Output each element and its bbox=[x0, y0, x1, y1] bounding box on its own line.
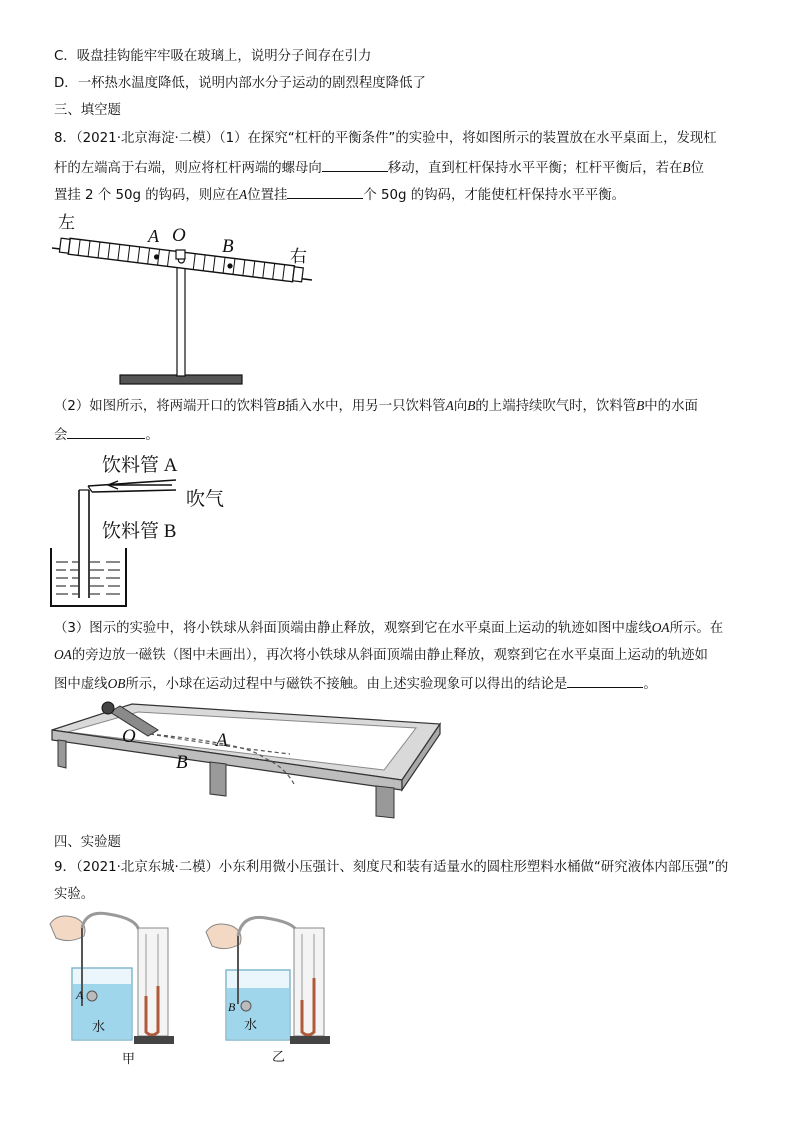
label-point-B: B bbox=[228, 1000, 236, 1014]
lever-figure bbox=[50, 208, 330, 388]
q8-text: 位置挂 bbox=[247, 188, 288, 203]
ramp-table-figure bbox=[50, 696, 450, 826]
label-left: 左 bbox=[58, 213, 75, 232]
q8-letter: OA bbox=[651, 620, 670, 635]
option-c: C．吸盘挂钩能牢牢吸在玻璃上，说明分子间存在引力 bbox=[54, 49, 372, 64]
pressure-gauge-figure bbox=[46, 908, 346, 1068]
q8-part1-text: （1）在探究“杠杆的平衡条件”的实验中，将如图所示的装置放在水平桌面上，发现杠 bbox=[218, 131, 717, 146]
q8-text: 位 bbox=[690, 161, 704, 176]
q8-text: 杆的左端高于右端，则应将杠杆两端的螺母向 bbox=[54, 161, 322, 176]
q8-text: 置挂 2 个 50g 的钩码，则应在 bbox=[54, 188, 239, 203]
q8-number: 8． bbox=[54, 131, 76, 146]
q8-text: 中的水面 bbox=[644, 399, 698, 414]
q8-text: 会 bbox=[54, 428, 68, 443]
q8-part3-line3 bbox=[54, 673, 657, 695]
label-O-fig3: O bbox=[122, 726, 136, 747]
q8-text: 图中虚线 bbox=[54, 677, 108, 692]
q8-text: 向 bbox=[453, 399, 468, 414]
q8-text: 。 bbox=[643, 677, 657, 692]
label-tube-b: 饮料管 B bbox=[102, 521, 177, 542]
q8-letter: OA bbox=[54, 647, 72, 662]
q8-text: 所示。在 bbox=[669, 621, 724, 636]
q8-letter: OB bbox=[107, 676, 126, 691]
label-tube-a: 饮料管 A bbox=[102, 455, 178, 476]
q8-text: （2）如图所示，将两端开口的饮料管 bbox=[54, 399, 277, 414]
label-right: 右 bbox=[290, 247, 307, 266]
q8-line1 bbox=[54, 129, 717, 149]
label-B-fig3: B bbox=[176, 752, 188, 773]
setup-right bbox=[206, 917, 330, 1044]
ramp-table-drawing bbox=[50, 696, 450, 826]
caption-jia: 甲 bbox=[122, 1052, 136, 1067]
q8-text: 的旁边放一磁铁（图中未画出），再次将小铁球从斜面顶端由静止释放，观察到它在水平桌面上运动的轨迹如 bbox=[71, 648, 708, 663]
q8-line3 bbox=[54, 184, 625, 206]
answer-blank-3[interactable] bbox=[67, 424, 145, 439]
q8-text: 。 bbox=[145, 428, 159, 443]
section-heading-experiment: 四、实验题 bbox=[54, 835, 121, 850]
section-heading-fill: 三、填空题 bbox=[54, 103, 121, 118]
label-water-right: 水 bbox=[244, 1018, 258, 1033]
q8-letter: B bbox=[276, 398, 285, 413]
q8-part2-line1 bbox=[54, 396, 698, 417]
q8-part2-line2 bbox=[54, 424, 159, 446]
answer-blank-2[interactable] bbox=[287, 184, 363, 199]
q9-line1: 9．（2021·北京东城·二模）小东利用微小压强计、刻度尺和装有适量水的圆柱形塑料水桶做“研究液体内部压强”的 bbox=[54, 860, 729, 875]
q8-line2 bbox=[54, 157, 704, 179]
q8-text: 的上端持续吹气时，饮料管 bbox=[475, 399, 637, 414]
label-O: O bbox=[172, 225, 186, 246]
pressure-gauge-drawing bbox=[46, 908, 346, 1068]
q8-text: （3）图示的实验中，将小铁球从斜面顶端由静止释放，观察到它在水平桌面上运动的轨迹如图中虚线 bbox=[54, 621, 652, 636]
q9-line2: 实验。 bbox=[54, 887, 95, 902]
answer-blank-4[interactable] bbox=[567, 673, 643, 688]
label-A: A bbox=[148, 226, 159, 246]
caption-yi: 乙 bbox=[272, 1050, 286, 1065]
option-d: D．一杯热水温度降低，说明内部水分子运动的剧烈程度降低了 bbox=[54, 76, 426, 91]
q8-letter: A bbox=[445, 398, 454, 413]
q8-text: 移动，直到杠杆保持水平平衡；杠杆平衡后，若在 bbox=[387, 161, 683, 176]
q8-letter: B bbox=[682, 160, 691, 175]
q8-letter: A bbox=[239, 187, 248, 202]
label-point-A: A bbox=[76, 988, 84, 1002]
answer-blank-1[interactable] bbox=[322, 157, 388, 172]
lever-drawing bbox=[50, 208, 330, 388]
q8-text: 插入水中，用另一只饮料管 bbox=[284, 399, 446, 414]
q8-part3-line2 bbox=[54, 645, 708, 666]
setup-left bbox=[50, 913, 174, 1044]
label-A-fig3: A bbox=[216, 730, 228, 751]
straw-figure bbox=[48, 446, 248, 614]
q8-text: 个 50g 的钩码，才能使杠杆保持水平平衡。 bbox=[363, 188, 626, 203]
q8-source: （2021·北京海淀·二模） bbox=[75, 131, 219, 146]
q8-part3-line1 bbox=[54, 618, 723, 639]
q8-text: 所示，小球在运动过程中与磁铁不接触。由上述实验现象可以得出的结论是 bbox=[125, 677, 568, 692]
label-blow: 吹气 bbox=[186, 489, 225, 510]
q8-letter: B bbox=[467, 398, 476, 413]
label-B: B bbox=[222, 236, 234, 257]
q8-letter: B bbox=[636, 398, 645, 413]
label-water-left: 水 bbox=[92, 1020, 106, 1035]
